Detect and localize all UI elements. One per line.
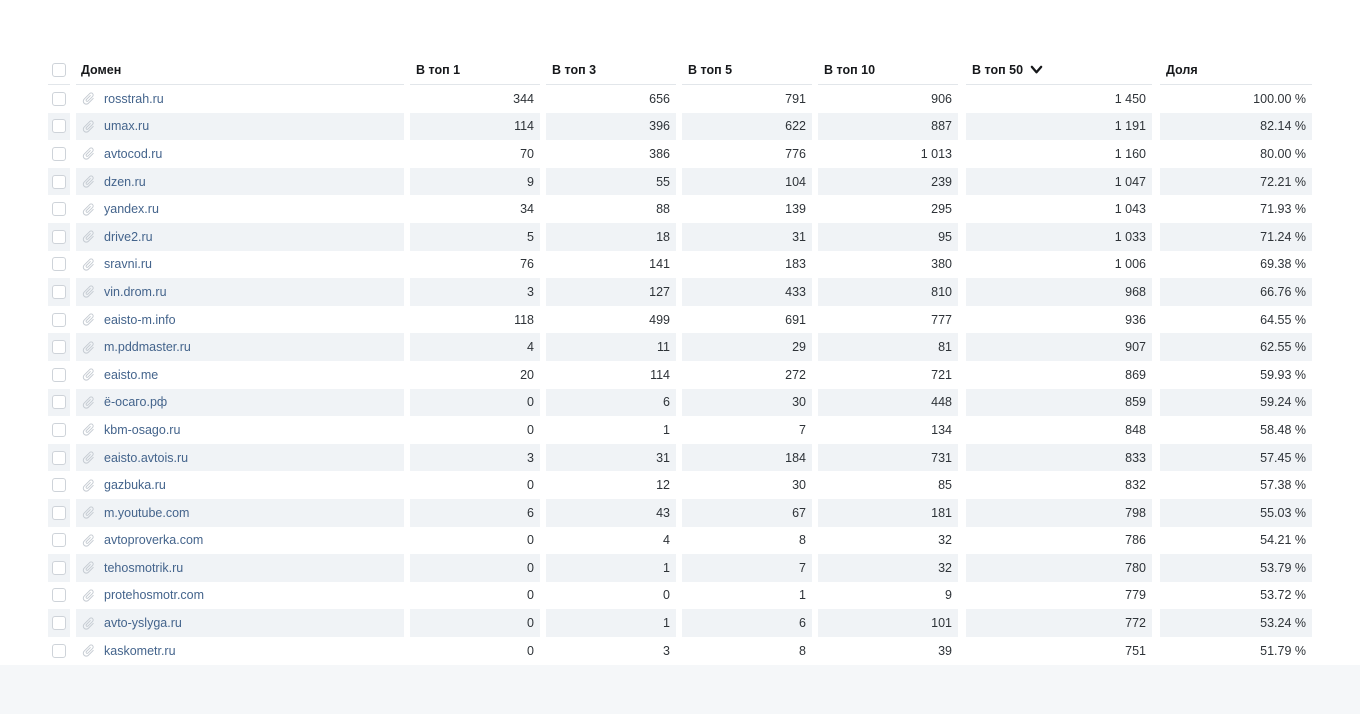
row-select-cell	[48, 168, 70, 196]
top50-cell: 833	[966, 444, 1152, 472]
domain-cell	[76, 527, 404, 555]
share-cell: 64.55 %	[1260, 312, 1306, 327]
top50-cell: 798	[966, 499, 1152, 527]
domain-cell	[76, 361, 404, 389]
top50-cell: 907	[966, 333, 1152, 361]
top1-cell: 5	[410, 223, 540, 251]
top50-cell: 1 006	[1114, 257, 1146, 272]
share-cell: 57.38 %	[1260, 478, 1306, 493]
top1-cell: 9	[410, 168, 540, 196]
share-cell: 53.72 %	[1260, 588, 1306, 603]
top3-cell: 114	[650, 367, 670, 382]
row-select-cell	[48, 609, 70, 637]
share-cell: 59.24 %	[1160, 389, 1312, 417]
domain-link[interactable]: kbm-osago.ru	[104, 422, 181, 437]
select-all-cell	[48, 55, 70, 85]
top3-cell: 4	[663, 533, 670, 548]
table-row	[48, 168, 1312, 196]
column-header-top5-label: В топ 5	[688, 62, 733, 77]
domain-cell	[76, 444, 404, 472]
column-header-top50[interactable]	[966, 55, 1152, 85]
top3-cell: 656	[649, 91, 670, 106]
domain-cell	[76, 499, 404, 527]
table-body	[48, 85, 1312, 664]
column-header-domain[interactable]	[76, 55, 404, 85]
top10-cell: 134	[931, 422, 952, 437]
top3-cell: 43	[546, 499, 676, 527]
row-select-cell	[48, 637, 70, 665]
paperclip-icon[interactable]	[78, 337, 99, 358]
row-checkbox[interactable]	[52, 588, 66, 602]
row-select-cell	[48, 527, 70, 555]
top10-cell: 239	[818, 168, 958, 196]
top1-cell: 0	[527, 533, 534, 548]
domain-link[interactable]: drive2.ru	[104, 229, 153, 244]
select-all-checkbox[interactable]	[52, 63, 66, 77]
top5-cell: 67	[682, 499, 812, 527]
top5-cell: 7	[799, 422, 806, 437]
top5-cell: 272	[785, 367, 806, 382]
row-select-cell	[48, 499, 70, 527]
top5-cell: 30	[792, 478, 806, 493]
domain-link[interactable]: sravni.ru	[104, 257, 152, 272]
row-checkbox[interactable]	[52, 202, 66, 216]
row-select-cell	[48, 251, 70, 279]
table-row	[48, 582, 1312, 610]
row-checkbox[interactable]	[52, 561, 66, 575]
domain-link[interactable]: kaskometr.ru	[104, 643, 176, 658]
domain-cell	[76, 471, 404, 499]
share-cell: 58.48 %	[1260, 422, 1306, 437]
top50-cell: 779	[1125, 588, 1146, 603]
column-header-top10[interactable]	[818, 55, 958, 85]
domain-cell	[76, 251, 404, 279]
top5-cell: 8	[799, 643, 806, 658]
column-header-share[interactable]	[1160, 55, 1312, 85]
share-cell: 62.55 %	[1160, 333, 1312, 361]
top50-cell: 832	[1125, 478, 1146, 493]
row-checkbox[interactable]	[52, 313, 66, 327]
top50-cell: 786	[1125, 533, 1146, 548]
domain-link[interactable]: umax.ru	[104, 119, 150, 134]
top3-cell: 396	[546, 113, 676, 141]
column-header-top3[interactable]	[546, 55, 676, 85]
top3-cell: 0	[663, 588, 670, 603]
row-checkbox[interactable]	[52, 395, 66, 409]
row-checkbox[interactable]	[52, 644, 66, 658]
table-row	[48, 85, 1312, 113]
row-select-cell	[48, 582, 70, 610]
domain-cell	[76, 195, 404, 223]
top10-cell: 9	[945, 588, 952, 603]
row-select-cell	[48, 140, 70, 168]
top5-cell: 31	[682, 223, 812, 251]
domain-link[interactable]: rosstrah.ru	[104, 91, 164, 106]
domain-cell	[76, 609, 404, 637]
top5-cell: 1	[799, 588, 806, 603]
row-checkbox[interactable]	[52, 119, 66, 133]
row-checkbox[interactable]	[52, 92, 66, 106]
row-select-cell	[48, 444, 70, 472]
table-row	[48, 499, 1312, 527]
domain-cell	[76, 85, 404, 113]
top3-cell: 127	[546, 278, 676, 306]
row-select-cell	[48, 195, 70, 223]
top3-cell: 1	[546, 554, 676, 582]
paperclip-icon[interactable]	[78, 309, 99, 330]
top50-cell: 772	[966, 609, 1152, 637]
column-header-domain-label: Домен	[81, 62, 122, 77]
top50-cell: 1 450	[1114, 91, 1146, 106]
share-cell: 80.00 %	[1260, 146, 1306, 161]
top10-cell: 95	[818, 223, 958, 251]
top50-cell: 848	[1125, 422, 1146, 437]
table-row	[48, 113, 1312, 141]
paperclip-icon[interactable]	[78, 585, 99, 606]
row-select-cell	[48, 85, 70, 113]
top1-cell: 0	[410, 609, 540, 637]
share-cell: 54.21 %	[1260, 533, 1306, 548]
top50-cell: 968	[966, 278, 1152, 306]
top10-cell: 39	[938, 643, 952, 658]
top10-cell: 32	[938, 533, 952, 548]
top10-cell: 777	[931, 312, 952, 327]
top3-cell: 18	[546, 223, 676, 251]
top10-cell: 85	[938, 478, 952, 493]
table-row	[48, 554, 1312, 582]
top50-cell: 1 047	[966, 168, 1152, 196]
row-select-cell	[48, 554, 70, 582]
domain-link[interactable]: yandex.ru	[104, 202, 159, 217]
top5-cell: 30	[682, 389, 812, 417]
top10-cell: 101	[818, 609, 958, 637]
top5-cell: 139	[785, 202, 806, 217]
share-cell: 71.24 %	[1160, 223, 1312, 251]
domain-cell	[76, 637, 404, 665]
paperclip-icon[interactable]	[78, 226, 99, 247]
top1-cell: 0	[527, 643, 534, 658]
domain-link[interactable]: vin.drom.ru	[104, 284, 167, 299]
domain-cell	[76, 416, 404, 444]
column-header-top1[interactable]	[410, 55, 540, 85]
share-cell: 71.93 %	[1260, 202, 1306, 217]
top50-cell: 936	[1125, 312, 1146, 327]
row-select-cell	[48, 333, 70, 361]
share-cell: 53.24 %	[1160, 609, 1312, 637]
top3-cell: 11	[546, 333, 676, 361]
table-row	[48, 140, 1312, 168]
domain-link[interactable]: avto-yslyga.ru	[104, 616, 182, 631]
top10-cell: 887	[818, 113, 958, 141]
top50-cell: 1 191	[966, 113, 1152, 141]
top1-cell: 70	[520, 146, 534, 161]
top5-cell: 7	[682, 554, 812, 582]
top5-cell: 183	[785, 257, 806, 272]
domain-cell	[76, 140, 404, 168]
top10-cell: 181	[818, 499, 958, 527]
top5-cell: 29	[682, 333, 812, 361]
domain-link[interactable]: dzen.ru	[104, 174, 146, 189]
top1-cell: 0	[410, 554, 540, 582]
domain-link[interactable]: eaisto-m.info	[104, 312, 176, 327]
top5-cell: 776	[785, 146, 806, 161]
top5-cell: 6	[682, 609, 812, 637]
competitors-table	[48, 55, 1312, 664]
share-cell: 53.79 %	[1160, 554, 1312, 582]
top50-cell: 1 043	[1114, 202, 1146, 217]
top3-cell: 31	[546, 444, 676, 472]
top10-cell: 81	[818, 333, 958, 361]
top50-cell: 780	[966, 554, 1152, 582]
top50-cell: 1 160	[1114, 146, 1146, 161]
top3-cell: 12	[656, 478, 670, 493]
share-cell: 55.03 %	[1160, 499, 1312, 527]
paperclip-icon[interactable]	[78, 475, 99, 496]
table-row	[48, 389, 1312, 417]
table-header-row	[48, 55, 1312, 85]
table-row	[48, 306, 1312, 334]
share-cell: 82.14 %	[1160, 113, 1312, 141]
paperclip-icon[interactable]	[78, 364, 99, 385]
top10-cell: 731	[818, 444, 958, 472]
top1-cell: 344	[513, 91, 534, 106]
domain-link[interactable]: m.youtube.com	[104, 505, 190, 520]
top3-cell: 6	[546, 389, 676, 417]
share-cell: 57.45 %	[1160, 444, 1312, 472]
paperclip-icon[interactable]	[78, 419, 99, 440]
paperclip-icon[interactable]	[78, 199, 99, 220]
top5-cell: 622	[682, 113, 812, 141]
row-checkbox[interactable]	[52, 285, 66, 299]
top3-cell: 499	[649, 312, 670, 327]
column-header-top10-label: В топ 10	[824, 62, 876, 77]
share-cell: 100.00 %	[1253, 91, 1306, 106]
share-cell: 72.21 %	[1160, 168, 1312, 196]
paperclip-icon[interactable]	[78, 640, 99, 661]
column-header-share-label: Доля	[1166, 62, 1198, 77]
share-cell: 66.76 %	[1160, 278, 1312, 306]
domain-link[interactable]: protehosmotr.com	[104, 588, 205, 603]
paperclip-icon[interactable]	[78, 392, 99, 413]
row-select-cell	[48, 389, 70, 417]
top3-cell: 141	[649, 257, 670, 272]
domain-cell	[76, 278, 404, 306]
domain-link[interactable]: avtoproverka.com	[104, 533, 204, 548]
paperclip-icon[interactable]	[78, 254, 99, 275]
top1-cell: 0	[527, 422, 534, 437]
table-row	[48, 278, 1312, 306]
domain-link[interactable]: avtocod.ru	[104, 146, 163, 161]
table-row	[48, 361, 1312, 389]
domain-link[interactable]: gazbuka.ru	[104, 478, 166, 493]
row-checkbox[interactable]	[52, 368, 66, 382]
top10-cell: 32	[818, 554, 958, 582]
row-checkbox[interactable]	[52, 147, 66, 161]
top10-cell: 1 013	[920, 146, 952, 161]
domain-cell	[76, 223, 404, 251]
top1-cell: 3	[410, 444, 540, 472]
row-checkbox[interactable]	[52, 175, 66, 189]
paperclip-icon[interactable]	[78, 171, 99, 192]
table-row	[48, 223, 1312, 251]
column-header-top50-label: В топ 50	[972, 62, 1024, 77]
share-cell: 51.79 %	[1260, 643, 1306, 658]
top3-cell: 55	[546, 168, 676, 196]
row-select-cell	[48, 416, 70, 444]
top3-cell: 386	[649, 146, 670, 161]
domain-cell	[76, 333, 404, 361]
paperclip-icon[interactable]	[78, 612, 99, 633]
row-select-cell	[48, 278, 70, 306]
top1-cell: 76	[520, 257, 534, 272]
top3-cell: 1	[663, 422, 670, 437]
top1-cell: 4	[410, 333, 540, 361]
paperclip-icon[interactable]	[78, 502, 99, 523]
top10-cell: 810	[818, 278, 958, 306]
top3-cell: 3	[663, 643, 670, 658]
top5-cell: 433	[682, 278, 812, 306]
top1-cell: 20	[520, 367, 534, 382]
top1-cell: 34	[520, 202, 534, 217]
table-row	[48, 471, 1312, 499]
row-checkbox[interactable]	[52, 230, 66, 244]
row-checkbox[interactable]	[52, 451, 66, 465]
row-checkbox[interactable]	[52, 423, 66, 437]
table-row	[48, 637, 1312, 665]
top50-cell: 1 033	[966, 223, 1152, 251]
paperclip-icon[interactable]	[78, 143, 99, 164]
top50-cell: 859	[966, 389, 1152, 417]
row-select-cell	[48, 471, 70, 499]
column-header-top1-label: В топ 1	[416, 62, 461, 77]
top1-cell: 6	[410, 499, 540, 527]
top5-cell: 184	[682, 444, 812, 472]
paperclip-icon[interactable]	[78, 88, 99, 109]
domain-link[interactable]: tehosmotrik.ru	[104, 560, 184, 575]
top1-cell: 114	[410, 113, 540, 141]
top3-cell: 1	[546, 609, 676, 637]
paperclip-icon[interactable]	[78, 116, 99, 137]
paperclip-icon[interactable]	[78, 447, 99, 468]
table-row	[48, 195, 1312, 223]
domain-cell	[76, 306, 404, 334]
domain-cell	[76, 389, 404, 417]
sort-desc-icon	[1030, 63, 1043, 76]
page-bottom-background	[0, 665, 1360, 714]
top1-cell: 0	[527, 478, 534, 493]
row-checkbox[interactable]	[52, 257, 66, 271]
table-row	[48, 527, 1312, 555]
top10-cell: 295	[931, 202, 952, 217]
top10-cell: 448	[818, 389, 958, 417]
top10-cell: 906	[931, 91, 952, 106]
table-row	[48, 444, 1312, 472]
share-cell: 69.38 %	[1260, 257, 1306, 272]
top5-cell: 104	[682, 168, 812, 196]
row-select-cell	[48, 223, 70, 251]
top1-cell: 0	[410, 389, 540, 417]
top3-cell: 88	[656, 202, 670, 217]
top1-cell: 3	[410, 278, 540, 306]
top50-cell: 751	[1125, 643, 1146, 658]
row-select-cell	[48, 361, 70, 389]
share-cell: 59.93 %	[1260, 367, 1306, 382]
row-checkbox[interactable]	[52, 533, 66, 547]
domain-cell	[76, 582, 404, 610]
table-row	[48, 609, 1312, 637]
top5-cell: 8	[799, 533, 806, 548]
domain-cell	[76, 168, 404, 196]
top10-cell: 380	[931, 257, 952, 272]
top1-cell: 118	[514, 312, 534, 327]
paperclip-icon[interactable]	[78, 530, 99, 551]
top5-cell: 791	[785, 91, 806, 106]
column-header-top3-label: В топ 3	[552, 62, 597, 77]
domain-cell	[76, 554, 404, 582]
domain-link[interactable]: eaisto.avtois.ru	[104, 450, 189, 465]
table-row	[48, 416, 1312, 444]
top10-cell: 721	[931, 367, 952, 382]
row-checkbox[interactable]	[52, 616, 66, 630]
top1-cell: 0	[527, 588, 534, 603]
top50-cell: 869	[1125, 367, 1146, 382]
table-row	[48, 333, 1312, 361]
paperclip-icon[interactable]	[78, 557, 99, 578]
row-select-cell	[48, 306, 70, 334]
table-row	[48, 251, 1312, 279]
row-checkbox[interactable]	[52, 506, 66, 520]
domain-link[interactable]: eaisto.me	[104, 367, 159, 382]
paperclip-icon[interactable]	[78, 281, 99, 302]
row-checkbox[interactable]	[52, 478, 66, 492]
domain-link[interactable]: ё-осаго.рф	[104, 395, 168, 410]
top5-cell: 691	[785, 312, 806, 327]
domain-cell	[76, 113, 404, 141]
row-checkbox[interactable]	[52, 340, 66, 354]
column-header-top5[interactable]	[682, 55, 812, 85]
domain-link[interactable]: m.pddmaster.ru	[104, 340, 191, 355]
row-select-cell	[48, 113, 70, 141]
